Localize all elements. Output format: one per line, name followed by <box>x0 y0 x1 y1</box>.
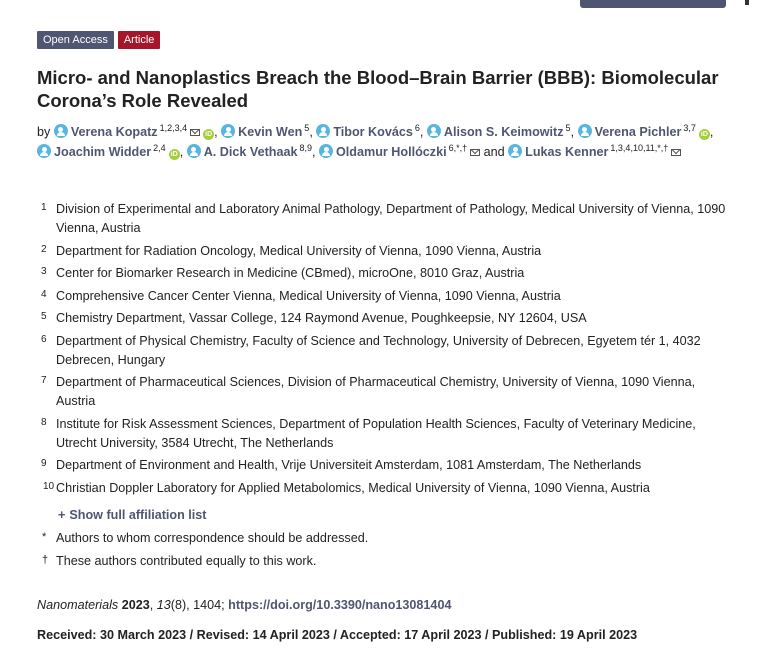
affiliation-number: 7 <box>41 375 47 386</box>
show-affiliations-button[interactable] <box>58 508 207 522</box>
author-affiliation-sup: 6 <box>414 122 420 133</box>
affiliation-number: 1 <box>41 202 47 213</box>
person-icon <box>508 144 522 158</box>
doi-link[interactable]: https://doi.org/10.3390/nano13081404 <box>228 598 452 612</box>
affiliation-number: 10 <box>43 480 55 492</box>
publication-dates: Received: 30 March 2023 / Revised: 14 April 2023 / Accepted: 17 April 2023 / Published: 19 April 2023 <box>37 628 638 642</box>
citation-volume: 13 <box>156 598 171 612</box>
affiliation-item <box>37 309 737 328</box>
affiliation-item <box>37 373 737 411</box>
person-icon <box>221 124 235 138</box>
affiliation-text: Department for Radiation Oncology, Medical University of Vienna, 1090 Vienna, Austria <box>56 243 542 258</box>
author-list: by Verena Kopatz $^{1,2,3,4}$iD , Kevin Wen $^5$, Tibor Kovács $^6$, Alison S. Keimowitz $^5$, Verena Pichler $^{3,7}$iD , Joachim Widder $^{2,4}$iD , A. Dick Vethaak $^{8,9}$, Oldamur Hollóczki $^{6,*,\dagger}$ and Lukas Kenner $^{1,3,4,10,11,*,\dagger}$ <box>37 122 714 159</box>
author-affiliation-sup: 2,4 <box>153 142 166 153</box>
affiliation-number: 5 <box>41 311 47 322</box>
author-name[interactable]: Joachim Widder <box>54 145 152 159</box>
person-icon <box>319 144 333 158</box>
affiliation-text: Institute for Risk Assessment Sciences, Department of Population Health Sciences, Faculty of Veterinary Medicine, Utrecht University, 3584 Utrecht, The Netherlands <box>56 416 696 450</box>
author-vethaak[interactable] <box>187 142 313 159</box>
affiliation-item <box>37 264 737 283</box>
affiliation-item <box>37 287 737 306</box>
affiliation-text: Department of Pharmaceutical Sciences, Division of Pharmaceutical Chemistry, University of Vienna, 1090 Vienna, Austria <box>56 375 696 408</box>
journal-name[interactable]: Nanomaterials <box>37 598 119 612</box>
person-icon <box>37 144 51 158</box>
author-affiliation-sup: 1,2,3,4 <box>159 122 188 133</box>
author-pichler[interactable] <box>578 122 710 139</box>
author-affiliation-sup: 5 <box>565 122 571 133</box>
correspondence-note <box>37 531 368 545</box>
affiliation-text: Christian Doppler Laboratory for Applied Metabolomics, Medical University of Vienna, 1090 Vienna, Austria <box>56 480 650 495</box>
person-icon <box>316 124 330 138</box>
person-icon <box>54 124 68 138</box>
note-symbol: † <box>42 554 49 566</box>
note-symbol: * <box>42 531 47 543</box>
author-name[interactable]: Kevin Wen <box>238 125 303 139</box>
author-name[interactable]: Lukas Kenner <box>525 145 609 159</box>
article-type-badge[interactable]: Article <box>118 31 161 49</box>
affiliation-text: Department of Physical Chemistry, Faculty of Science and Technology, University of Debrecen, Egyetem tér 1, 4032 Debrecen, Hungary <box>56 333 701 367</box>
orcid-icon[interactable]: iD <box>170 151 178 158</box>
affiliation-item <box>37 332 737 370</box>
mail-icon[interactable] <box>470 149 480 156</box>
author-name[interactable]: Verena Pichler <box>594 125 682 139</box>
author-keimowitz[interactable] <box>427 122 571 139</box>
affiliation-item <box>37 200 737 238</box>
person-icon <box>427 124 441 138</box>
open-access-badge[interactable]: Open Access <box>37 31 114 49</box>
author-wen[interactable] <box>221 122 310 139</box>
author-kopatz[interactable] <box>54 122 214 139</box>
author-affiliation-sup: 1,3,4,10,11,*,† <box>610 142 669 153</box>
affiliation-number: 2 <box>41 243 47 255</box>
article-badges <box>37 31 160 49</box>
author-holloczki[interactable] <box>319 142 480 159</box>
affiliation-number: 4 <box>41 288 47 300</box>
author-name[interactable]: Tibor Kovács <box>333 125 413 139</box>
plus-icon: + <box>58 508 66 522</box>
show-affiliations-label: Show full affiliation list <box>69 508 207 522</box>
author-affiliation-sup: 3,7 <box>683 122 696 133</box>
author-widder[interactable] <box>37 142 180 159</box>
author-name[interactable]: Oldamur Hollóczki <box>336 145 447 159</box>
mail-icon[interactable] <box>671 149 681 156</box>
affiliation-item <box>37 242 737 261</box>
author-kenner[interactable] <box>508 142 681 159</box>
mail-icon[interactable] <box>190 129 200 136</box>
note-text: These authors contributed equally to this work. <box>56 554 317 568</box>
citation-line: Nanomaterials 2023, 13(8), 1404; https://doi.org/10.3390/nano13081404 <box>37 598 452 612</box>
orcid-icon[interactable]: iD <box>205 131 213 138</box>
affiliation-number: 9 <box>41 458 47 469</box>
affiliation-text: Center for Biomarker Research in Medicine (CBmed), microOne, 8010 Graz, Austria <box>56 266 525 280</box>
note-text: Authors to whom correspondence should be addressed. <box>56 531 369 545</box>
orcid-icon[interactable]: iD <box>700 131 708 138</box>
author-affiliation-sup: 5 <box>304 122 310 133</box>
author-name[interactable]: Alison S. Keimowitz <box>443 125 564 139</box>
affiliation-text: Comprehensive Cancer Center Vienna, Medical University of Vienna, 1090 Vienna, Austria <box>56 288 561 303</box>
equal-contribution-note <box>37 554 316 568</box>
by-label: by <box>37 125 51 139</box>
affiliation-list <box>37 200 737 501</box>
author-kovacs[interactable] <box>316 122 420 139</box>
affiliation-text: Chemistry Department, Vassar College, 124 Raymond Avenue, Poughkeepsie, NY 12604, USA <box>56 311 587 325</box>
top-marker <box>745 0 749 5</box>
author-affiliation-sup: 6,*,† <box>448 142 468 153</box>
affiliation-item <box>37 415 737 453</box>
affiliation-item <box>37 456 737 475</box>
top-action-button[interactable] <box>580 0 726 8</box>
citation-year: 2023 <box>121 598 150 612</box>
author-name[interactable]: A. Dick Vethaak <box>203 145 298 159</box>
person-icon <box>578 124 592 138</box>
author-name[interactable]: Verena Kopatz <box>70 125 158 139</box>
article-title: Micro- and Nanoplastics Breach the Blood–Brain Barrier (BBB): Biomolecular Corona’s Role Revealed <box>37 67 719 111</box>
affiliation-text: Division of Experimental and Laboratory Animal Pathology, Department of Pathology, Medical University of Vienna, 1090 Vienna, Austria <box>56 202 726 235</box>
and-label: and <box>483 145 505 159</box>
citation-issue: (8) <box>170 598 187 612</box>
affiliation-number: 6 <box>41 333 47 345</box>
affiliation-number: 8 <box>41 416 47 428</box>
affiliation-number: 3 <box>41 266 47 277</box>
citation-page: , 1404; <box>186 598 229 612</box>
author-affiliation-sup: 8,9 <box>299 142 313 153</box>
person-icon <box>187 144 201 158</box>
affiliation-text: Department of Environment and Health, Vrije Universiteit Amsterdam, 1081 Amsterdam, The Netherlands <box>56 458 642 472</box>
affiliation-item <box>37 479 737 498</box>
